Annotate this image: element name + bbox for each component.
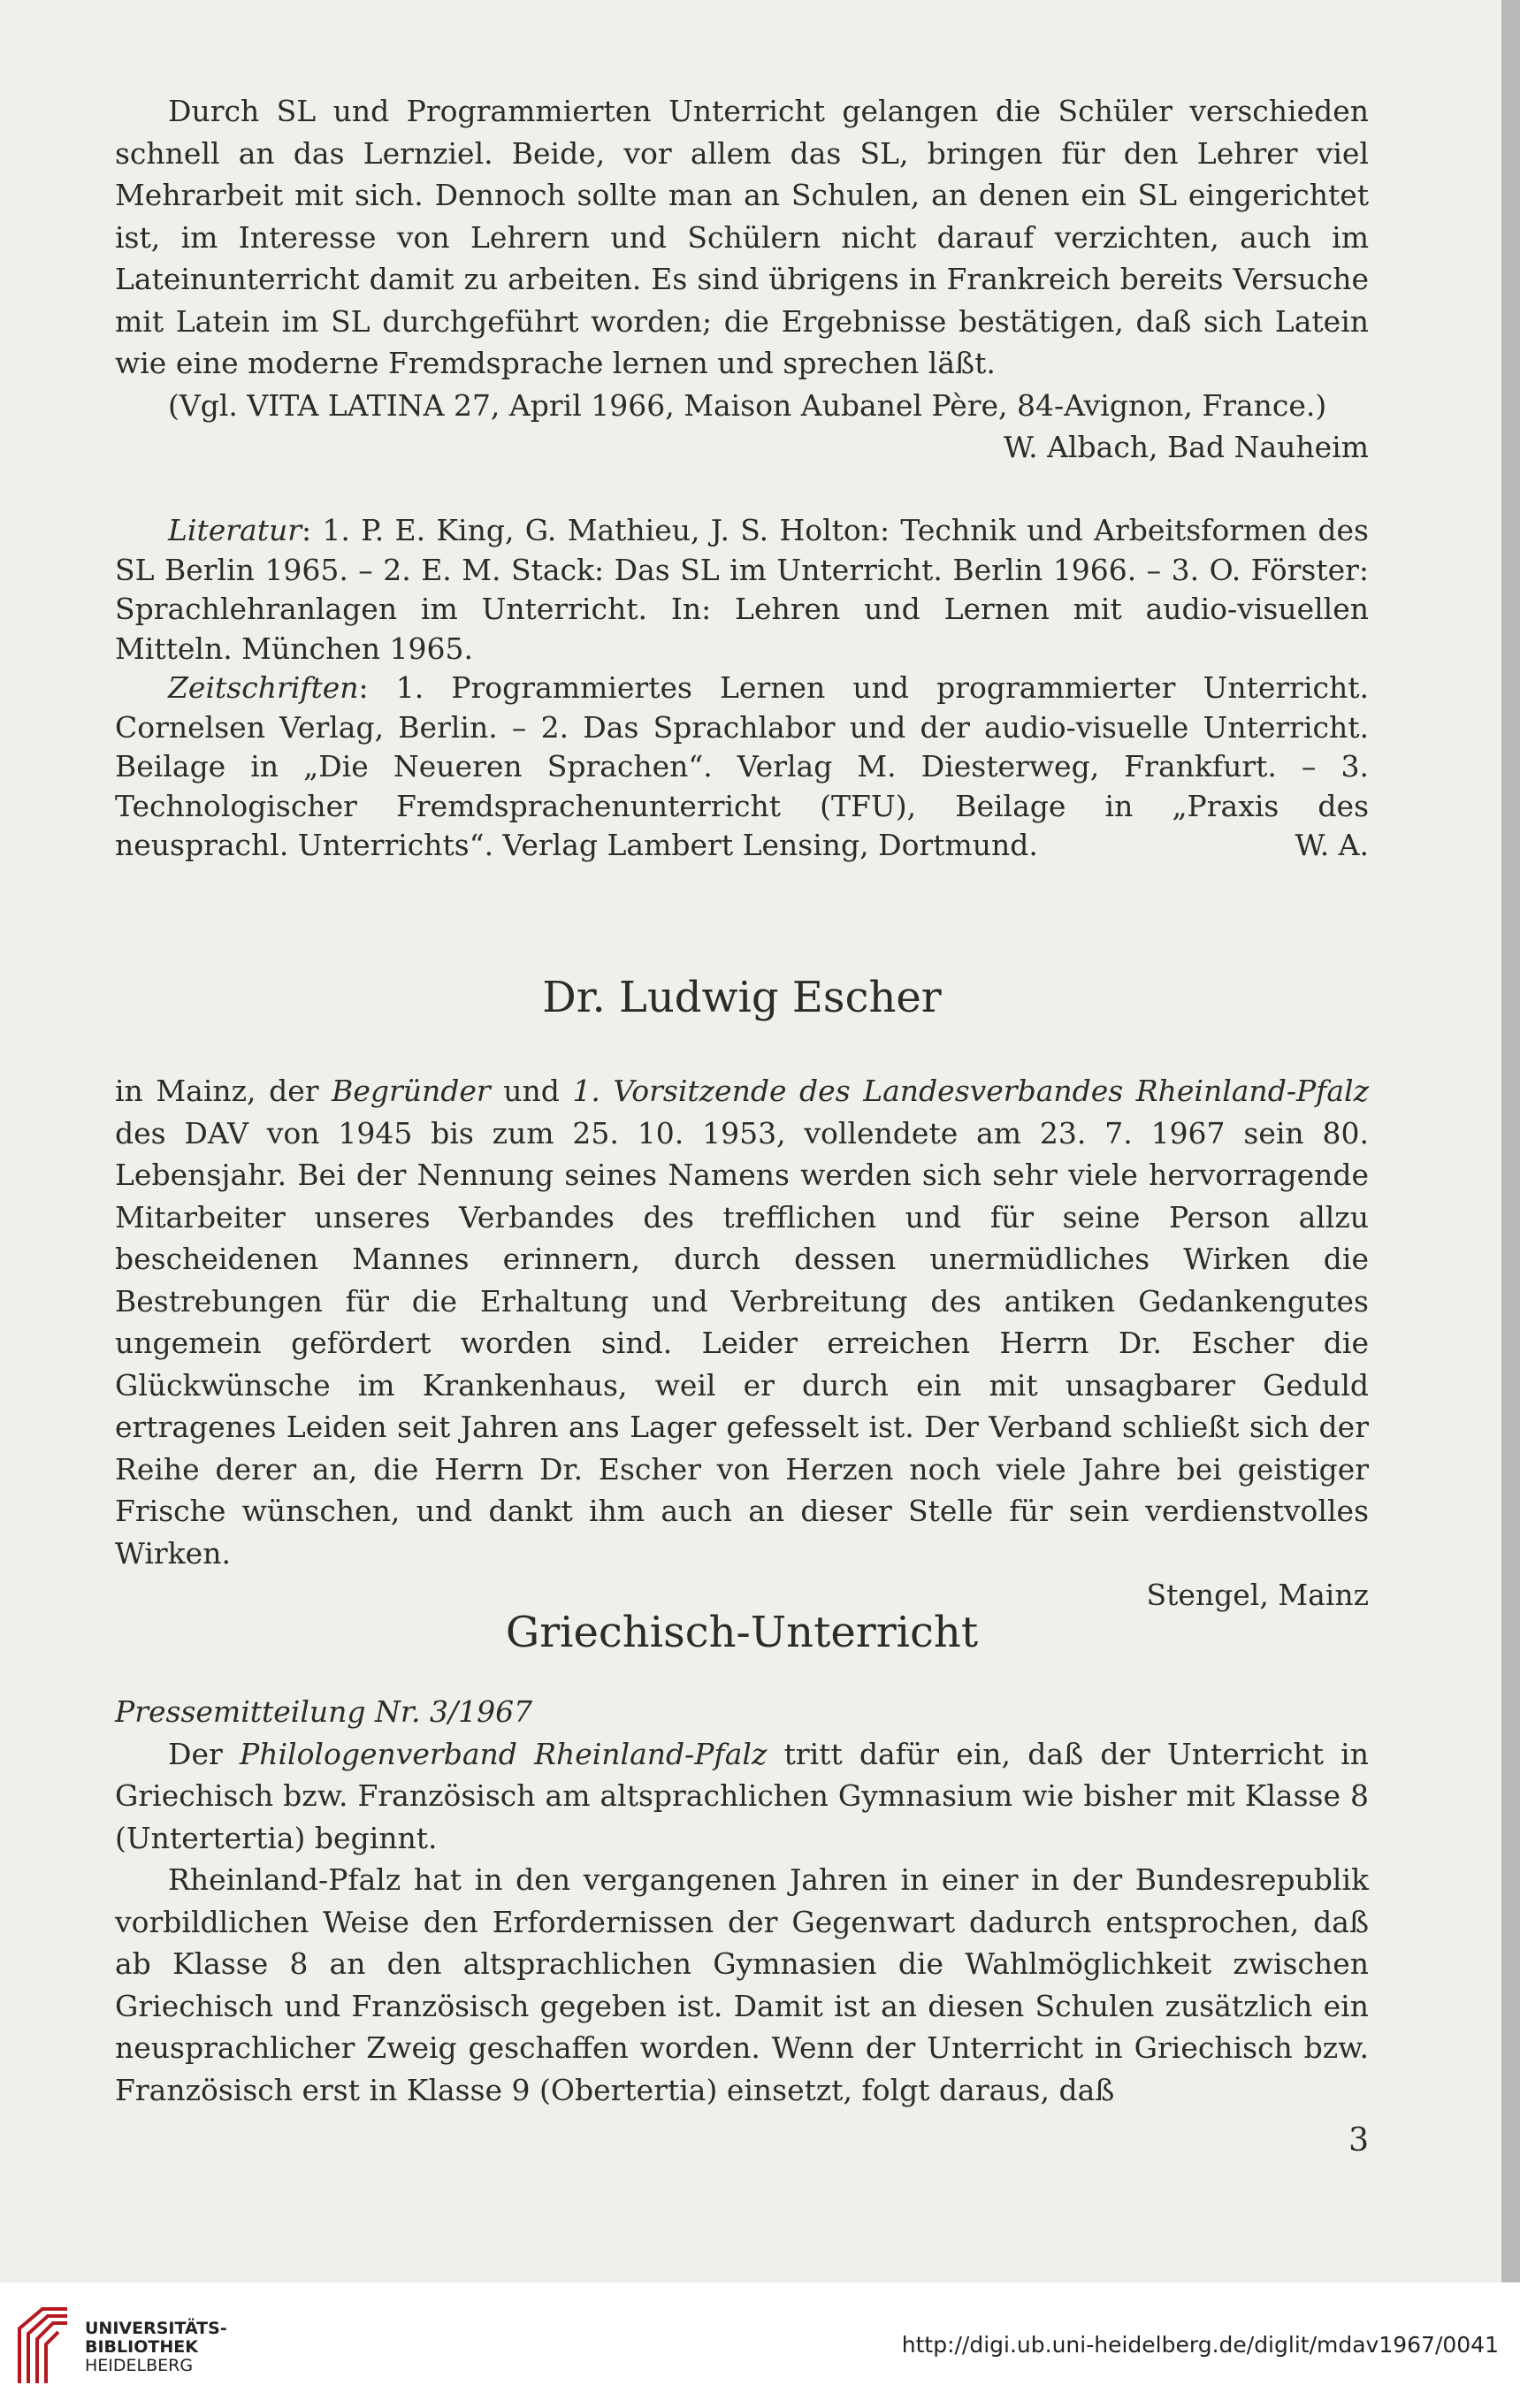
escher-paragraph [115,1070,1369,1574]
literature-paragraph [115,511,1369,669]
griechisch-section [115,1691,1369,2111]
p1-rest: tritt dafür ein, daß der Unterricht in Griechisch bzw. Französisch am altsprachlichen Gymnasium wie bisher mit Klasse 8 (Untertertia) beginnt. [115,1736,1369,1855]
escher-emphasis-chair: 1. Vorsitzende des Landesverbandes Rheinland-Pfalz [572,1074,1369,1108]
literature-text: : 1. P. E. King, G. Mathieu, J. S. Holton: Technik und Arbeitsformen des SL Berlin 1965. – 2. E. M. Stack: Das SL im Unterricht. Berlin 1966. – 3. O. Förster: Sprachlehranlagen im Unterricht. In: Lehren und Lernen mit audio-visuellen Mitteln. München 1965. [115,513,1369,666]
author-signature: W. Albach, Bad Nauheim [1004,430,1369,464]
escher-heading: Dr. Ludwig Escher [542,973,942,1022]
press-release-label-text: Pressemitteilung Nr. 3/1967 [115,1694,533,1729]
source-url-link[interactable]: http://digi.ub.uni-heidelberg.de/diglit/mdav1967/0041 [901,2332,1499,2358]
journals-paragraph [115,669,1369,866]
intro-section [115,90,1369,469]
reference-line: (Vgl. VITA LATINA 27, April 1966, Maison Aubanel Père, 84-Avignon, France.) [168,387,1327,423]
p1-emphasis: Philologenverband Rheinland-Pfalz [240,1736,768,1771]
library-logo-icon [16,2302,73,2387]
escher-text-intro: in Mainz, der [115,1074,332,1108]
page-number: 3 [1348,2122,1369,2159]
scan-edge-strip [1501,0,1520,2282]
logo-line-2: BIBLIOTHEK [85,2337,198,2357]
escher-text-rest: des DAV von 1945 bis zum 25. 10. 1953, vollendete am 23. 7. 1967 sein 80. Lebensjahr. Bei der Nennung seines Namens werden sich sehr viele hervorragende Mitarbeiter unseres Verbandes des trefflichen und für seine Person allzu bescheidenen Mannes erinnern, durch dessen unermüdliches Wirken die Bestrebungen für die Erhaltung und Verbreitung des antiken Gedankengutes ungemein gefördert worden sind. Leider erreichen Herrn Dr. Escher die Glückwünsche im Krankenhaus, weil er durch ein mit unsagbarer Geduld ertragenes Leiden seit Jahren ans Lager gefesselt ist. Der Verband schließt sich der Reihe derer an, die Herrn Dr. Escher von Herzen noch viele Jahre bei geistiger Frische wünschen, und dankt ihm auch an dieser Stelle für sein verdienstvolles Wirken. [115,1115,1369,1571]
footer-bar [0,2282,1520,2408]
escher-signature: Stengel, Mainz [1146,1578,1369,1612]
press-release-label [115,1691,1369,1733]
griechisch-paragraph-1 [115,1733,1369,1860]
logo-line-3: HEIDELBERG [85,2356,194,2375]
p1-intro: Der [168,1736,240,1771]
journals-text: : 1. Programmiertes Lernen und programmierter Unterricht. Cornelsen Verlag, Berlin. – 2. Das Sprachlabor und der audio-visuelle Unterricht. Beilage in „Die Neueren Sprachen“. Verlag M. Diesterweg, Frankfurt. – 3. Technologischer Fremdsprachenunterricht (TFU), Beilage in „Praxis des neusprachl. Unterrichts“. Verlag Lambert Lensing, Dortmund. [115,670,1369,862]
journals-label: Zeitschriften [168,670,359,705]
griechisch-paragraph-2: Rheinland-Pfalz hat in den vergangenen Jahren in einer in der Bundesrepublik vorbildlichen Weise den Erfordernissen der Gegenwart dadurch entsprochen, daß ab Klasse 8 an den altsprachlichen Gymnasien die Wahlmöglichkeit zwischen Griechisch und Französisch gegeben ist. Damit ist an diesen Schulen zusätzlich ein neusprachlicher Zweig geschaffen worden. Wenn der Unterricht in Griechisch bzw. Französisch erst in Klasse 9 (Obertertia) einsetzt, folgt daraus, daß [115,1862,1369,2107]
intro-paragraph: Durch SL und Programmierten Unterricht gelangen die Schüler verschieden schnell an das Lernziel. Beide, vor allem das SL, bringen für den Lehrer viel Mehrarbeit mit sich. Dennoch sollte man an Schulen, an denen ein SL eingerichtet ist, im Interesse von Lehrern und Schülern nicht darauf verzichten, auch im Lateinunterricht damit zu arbeiten. Es sind übrigens in Frankreich bereits Versuche mit Latein im SL durchgeführt worden; die Ergebnisse bestätigen, daß sich Latein wie eine moderne Fremdsprache lernen und sprechen läßt. [115,94,1369,380]
escher-section [115,1070,1369,1617]
literature-initials: W. A. [1295,828,1369,862]
escher-emphasis-founder: Begründer [332,1074,491,1108]
logo-line-1: UNIVERSITÄTS- [85,2319,227,2338]
literature-section [115,511,1369,866]
griechisch-heading: Griechisch-Unterricht [505,1608,979,1657]
literature-label: Literatur [168,513,302,547]
library-logo-text [85,2320,227,2375]
escher-text-mid: und [490,1074,573,1108]
